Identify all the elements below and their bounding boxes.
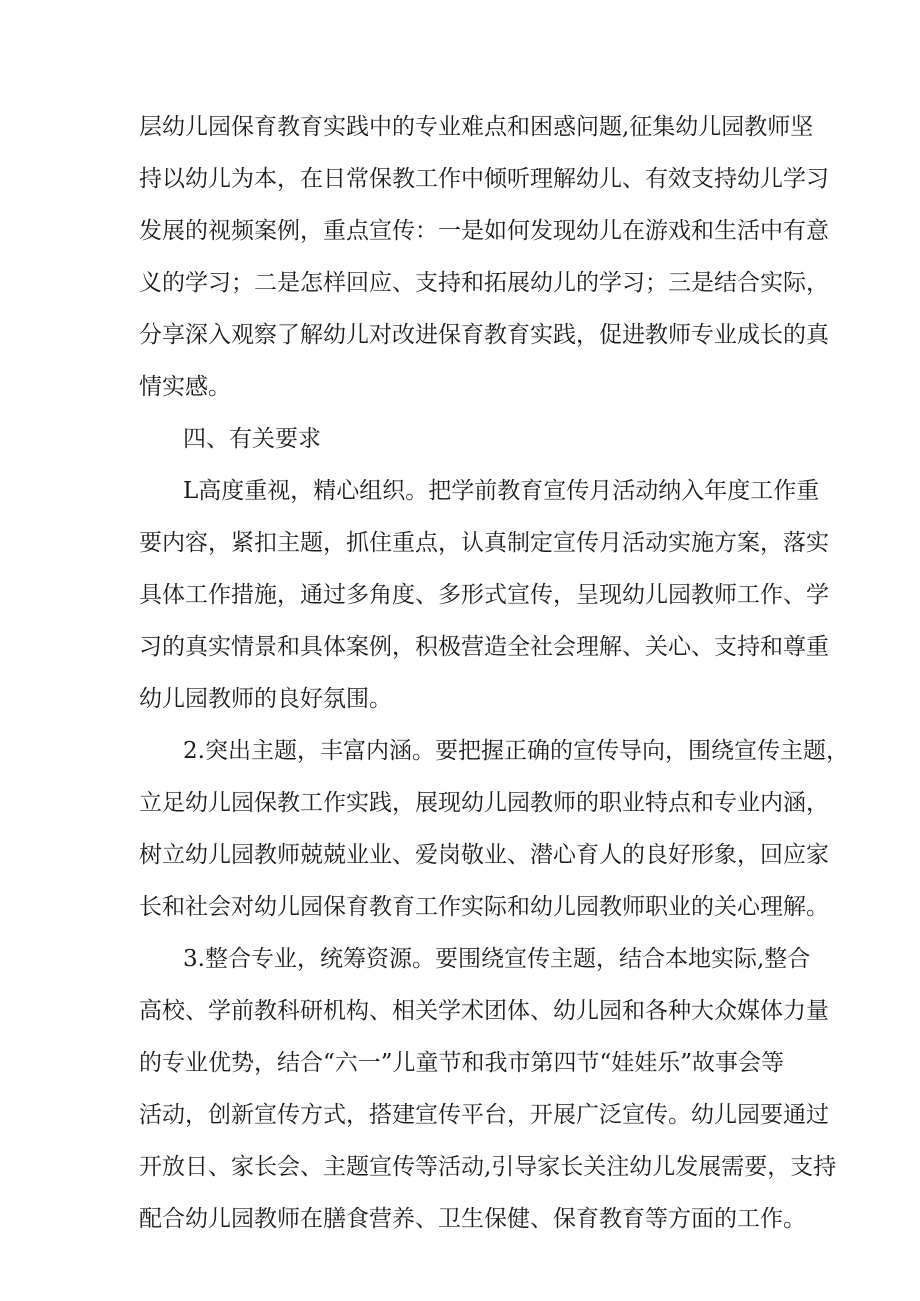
paragraph-line: 树立幼儿园教师兢兢业业、爱岗敬业、潜心育人的良好形象，回应家 bbox=[139, 842, 829, 868]
paragraph-line: 具体工作措施，通过多角度、多形式宣传，呈现幼儿园教师工作、学 bbox=[139, 582, 829, 608]
paragraph-line: L高度重视，精心组织。把学前教育宣传月活动纳入年度工作重 bbox=[183, 478, 820, 504]
paragraph-line: 3.整合专业，统筹资源。要围绕宣传主题，结合本地实际,整合 bbox=[183, 946, 811, 972]
paragraph-line: 幼儿园教师的良好氛围。 bbox=[139, 686, 392, 712]
paragraph-line: 发展的视频案例，重点宣传：一是如何发现幼儿在游戏和生活中有意 bbox=[139, 218, 829, 244]
paragraph-line: 活动，创新宣传方式，搭建宣传平台，开展广泛宣传。幼儿园要通过 bbox=[139, 1102, 829, 1128]
paragraph-line: 习的真实情景和具体案例，积极营造全社会理解、关心、支持和尊重 bbox=[139, 634, 829, 660]
paragraph-line: 层幼儿园保育教育实践中的专业难点和困惑问题,征集幼儿园教师坚 bbox=[139, 114, 814, 140]
paragraph-line: 立足幼儿园保教工作实践，展现幼儿园教师的职业特点和专业内涵， bbox=[139, 790, 829, 816]
paragraph-line: 开放日、家长会、主题宣传等活动,引导家长关注幼儿发展需要，支持 bbox=[139, 1154, 837, 1180]
paragraph-line: 2.突出主题，丰富内涵。要把握正确的宣传导向，围绕宣传主题， bbox=[183, 738, 849, 764]
section-heading: 四、有关要求 bbox=[183, 426, 321, 452]
paragraph-line: 长和社会对幼儿园保育教育工作实际和幼儿园教师职业的关心理解。 bbox=[139, 894, 829, 920]
paragraph-line: 持以幼儿为本，在日常保教工作中倾听理解幼儿、有效支持幼儿学习 bbox=[139, 166, 829, 192]
paragraph-line: 情实感。 bbox=[139, 374, 231, 400]
paragraph-line: 的专业优势，结合“六一”儿童节和我市第四节“娃娃乐”故事会等 bbox=[139, 1050, 785, 1076]
paragraph-line: 分享深入观察了解幼儿对改进保育教育实践，促进教师专业成长的真 bbox=[139, 322, 829, 348]
paragraph-line: 要内容，紧扣主题，抓住重点，认真制定宣传月活动实施方案，落实 bbox=[139, 530, 829, 556]
paragraph-line: 配合幼儿园教师在膳食营养、卫生保健、保育教育等方面的工作。 bbox=[139, 1206, 806, 1232]
paragraph-line: 高校、学前教科研机构、相关学术团体、幼儿园和各种大众媒体力量 bbox=[139, 998, 829, 1024]
paragraph-line: 义的学习；二是怎样回应、支持和拓展幼儿的学习；三是结合实际， bbox=[139, 270, 829, 296]
